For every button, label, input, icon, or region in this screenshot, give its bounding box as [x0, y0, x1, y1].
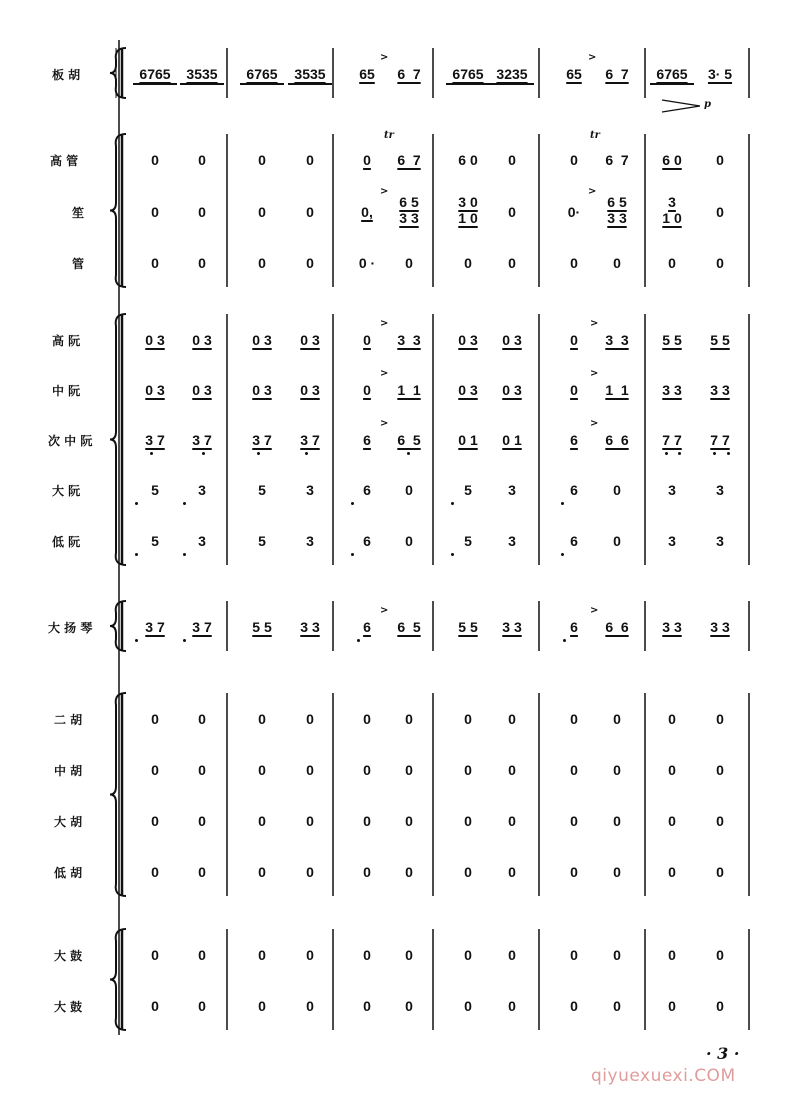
note-cell: 3 7	[145, 619, 165, 635]
note-cell: 6	[570, 482, 578, 498]
note-cell: 0	[151, 204, 159, 220]
note-cell: 0 3	[458, 382, 478, 398]
note-cell: 0 3	[300, 382, 320, 398]
note-cell: 3 3	[300, 619, 320, 635]
note-cell: 0	[306, 152, 314, 168]
note-cell: 1 1	[397, 382, 421, 398]
note-cell: 0	[508, 947, 516, 963]
note-cell: 0	[405, 711, 413, 727]
note-cell: 0	[668, 998, 676, 1014]
note-cell: 6	[363, 482, 371, 498]
note-cell: 0	[405, 762, 413, 778]
note-cell: 0	[716, 947, 724, 963]
note-cell: 5	[258, 482, 266, 498]
note-cell: 0	[258, 255, 266, 271]
instrument-label-zhongruan: 中 阮	[52, 384, 81, 398]
note-cell: 5 5	[252, 619, 272, 635]
note-cell: 6765	[650, 66, 694, 85]
note-cell: 6	[363, 533, 371, 549]
note-cell: 6 7	[397, 152, 421, 168]
note-cell: 5 5	[662, 332, 682, 348]
note-cell: 0	[306, 204, 314, 220]
octave-dot	[727, 452, 730, 455]
note-cell: 0	[363, 813, 371, 829]
octave-dot	[135, 639, 138, 642]
note-cell: 0 3	[502, 382, 522, 398]
decrescendo-hairpin	[662, 106, 700, 112]
note-cell: 0	[151, 947, 159, 963]
note-cell: 0	[570, 762, 578, 778]
note-cell: 0	[405, 998, 413, 1014]
note-cell: 0	[613, 813, 621, 829]
accent-mark: >	[590, 318, 599, 329]
note-cell: 0	[508, 204, 516, 220]
note-cell: 0	[363, 864, 371, 880]
note-cell: 0	[508, 813, 516, 829]
note-cell: 0	[716, 204, 724, 220]
note-cell: 5	[464, 533, 472, 549]
note-cell: 3	[198, 533, 206, 549]
note-cell: 0	[570, 152, 578, 168]
note-cell: 0	[508, 711, 516, 727]
note-cell: 0	[151, 864, 159, 880]
note-cell: 0	[464, 762, 472, 778]
note-cell: 6 5	[397, 619, 421, 635]
note-cell: 3235	[490, 66, 534, 85]
note-cell: 5	[464, 482, 472, 498]
note-cell: 3 3	[710, 619, 730, 635]
octave-dot	[561, 502, 564, 505]
note-cell: 6765	[240, 66, 284, 85]
note-cell: 0	[306, 864, 314, 880]
note-cell: 0 3	[192, 332, 212, 348]
page-number: · 3 ·	[706, 1044, 740, 1063]
octave-dot	[183, 639, 186, 642]
note-cell: 0	[151, 255, 159, 271]
note-cell: 0	[508, 152, 516, 168]
note-cell: 0	[716, 864, 724, 880]
group-bracket	[110, 601, 126, 651]
note-cell: 3 3	[662, 619, 682, 635]
note-cell: 3 7	[192, 432, 212, 448]
note-cell: 0	[668, 711, 676, 727]
note-cell: 0	[716, 255, 724, 271]
note-cell: 7 7	[662, 432, 682, 448]
note-cell: 0	[716, 813, 724, 829]
note-cell: 6 7	[605, 152, 629, 168]
note-cell: 3 3	[605, 332, 629, 348]
note-cell: 5	[151, 533, 159, 549]
instrument-label-erhu: 二 胡	[54, 713, 83, 727]
instrument-label-gaoguan: 高 管	[50, 154, 79, 168]
octave-dot	[451, 502, 454, 505]
note-cell: 0	[151, 998, 159, 1014]
note-cell: 6 0	[662, 152, 682, 168]
note-cell: 3 7	[192, 619, 212, 635]
dynamic-piano-mark: p	[704, 99, 711, 110]
note-cell: 0	[570, 332, 578, 348]
group-bracket	[110, 929, 126, 1030]
note-cell: 0	[668, 762, 676, 778]
octave-dot	[713, 452, 716, 455]
note-cell: 6 5 3 3	[399, 194, 419, 226]
note-cell: 0	[508, 998, 516, 1014]
note-cell: 0	[508, 864, 516, 880]
octave-dot	[678, 452, 681, 455]
note-cell: 0·	[567, 204, 581, 220]
note-cell: 0	[570, 255, 578, 271]
note-cell: 0	[258, 864, 266, 880]
octave-dot	[135, 553, 138, 556]
note-cell: 0	[613, 947, 621, 963]
note-cell: 0	[464, 998, 472, 1014]
note-cell: 0	[570, 813, 578, 829]
note-cell: 0	[258, 204, 266, 220]
note-cell: 0	[613, 864, 621, 880]
note-cell: 0	[151, 711, 159, 727]
note-cell: 6 0	[458, 152, 478, 168]
note-cell: 0	[198, 711, 206, 727]
note-cell: 0	[306, 762, 314, 778]
note-cell: 0	[306, 998, 314, 1014]
note-cell: 0	[668, 813, 676, 829]
note-cell: 3	[508, 533, 516, 549]
note-cell: 6 6	[605, 619, 629, 635]
note-cell: 0	[464, 864, 472, 880]
accent-mark: >	[380, 418, 389, 429]
note-cell: 0	[363, 762, 371, 778]
note-cell: 3 3	[502, 619, 522, 635]
note-cell: 0	[258, 762, 266, 778]
note-cell: 0	[405, 864, 413, 880]
note-cell: 0	[198, 864, 206, 880]
note-cell: 0	[668, 864, 676, 880]
accent-mark: >	[380, 368, 389, 379]
accent-mark: >	[380, 605, 389, 616]
accent-mark: >	[380, 318, 389, 329]
note-cell: 0	[405, 947, 413, 963]
accent-mark: >	[588, 186, 597, 197]
octave-dot	[135, 502, 138, 505]
note-cell: 65	[566, 66, 582, 82]
note-cell: 0	[258, 998, 266, 1014]
accent-mark: >	[380, 52, 389, 63]
note-cell: 0	[716, 762, 724, 778]
note-cell: 3 7	[300, 432, 320, 448]
note-cell: 0	[405, 533, 413, 549]
accent-mark: >	[590, 605, 599, 616]
note-cell: 0 3	[300, 332, 320, 348]
note-cell: 6 5	[397, 432, 421, 448]
instrument-label-banhu: 板 胡	[52, 68, 81, 82]
note-cell: 0	[363, 382, 371, 398]
note-cell: 0	[464, 813, 472, 829]
note-cell: 6 7	[397, 66, 421, 82]
note-cell: 0	[570, 998, 578, 1014]
note-cell: 0	[363, 998, 371, 1014]
note-cell: 0	[198, 813, 206, 829]
note-cell: 0	[716, 711, 724, 727]
note-cell: 0	[306, 947, 314, 963]
note-cell: 3 3	[710, 382, 730, 398]
note-cell: 0	[258, 711, 266, 727]
note-cell: 1 1	[605, 382, 629, 398]
instrument-label-dihu: 低 胡	[54, 866, 83, 880]
instrument-label-zhongguan: 笙	[72, 206, 85, 220]
accent-mark: >	[590, 418, 599, 429]
note-cell: 3	[306, 533, 314, 549]
note-cell: 7 7	[710, 432, 730, 448]
accent-mark: >	[590, 368, 599, 379]
note-cell: 3 7	[145, 432, 165, 448]
note-cell: 0	[613, 533, 621, 549]
note-cell: 3535	[180, 66, 224, 85]
octave-dot	[202, 452, 205, 455]
note-cell: 0	[508, 762, 516, 778]
note-cell: 0	[613, 482, 621, 498]
note-cell: 0	[198, 204, 206, 220]
instrument-label-dagu: 大 鼓	[54, 949, 83, 963]
note-cell: 0	[363, 332, 371, 348]
note-cell: 6 5 3 3	[607, 194, 627, 226]
note-cell: 6	[363, 432, 371, 448]
octave-dot	[257, 452, 260, 455]
note-cell: 0 3	[192, 382, 212, 398]
note-cell: 3	[198, 482, 206, 498]
note-cell: 0 3	[145, 332, 165, 348]
note-cell: 3 7	[252, 432, 272, 448]
group-bracket	[110, 48, 126, 98]
note-cell: 0	[464, 711, 472, 727]
instrument-label-dagu2: 大 鼓	[54, 1000, 83, 1014]
note-cell: 3	[306, 482, 314, 498]
note-cell: 0	[716, 998, 724, 1014]
note-cell: 0 1	[502, 432, 522, 448]
note-cell: 0	[405, 255, 413, 271]
note-cell: 0 3	[458, 332, 478, 348]
octave-dot	[150, 452, 153, 455]
note-cell: 0	[570, 864, 578, 880]
note-cell: 6	[570, 533, 578, 549]
note-cell: 0	[405, 482, 413, 498]
note-cell: 0	[570, 711, 578, 727]
note-cell: 0 ·	[358, 255, 376, 271]
note-cell: 0 3	[502, 332, 522, 348]
octave-dot	[183, 553, 186, 556]
note-cell: 0	[198, 255, 206, 271]
note-cell: 3 3	[662, 382, 682, 398]
note-cell: 0	[306, 813, 314, 829]
octave-dot	[305, 452, 308, 455]
note-cell: 3	[508, 482, 516, 498]
note-cell: 0	[258, 947, 266, 963]
note-cell: 3 0 1 0	[458, 194, 478, 226]
note-cell: 3535	[288, 66, 332, 85]
note-cell: 3	[716, 482, 724, 498]
note-cell: 0	[570, 947, 578, 963]
note-cell: 0	[716, 152, 724, 168]
decrescendo-hairpin	[662, 100, 700, 106]
note-cell: 0	[464, 947, 472, 963]
note-cell: 0	[613, 711, 621, 727]
instrument-label-dahu: 大 胡	[54, 815, 83, 829]
note-cell: 0 1	[458, 432, 478, 448]
note-cell: 0	[363, 152, 371, 168]
octave-dot	[563, 639, 566, 642]
trill-mark: tr	[590, 130, 600, 141]
note-cell: 0	[151, 762, 159, 778]
note-cell: 6765	[446, 66, 490, 85]
instrument-label-cizhongruan: 次 中 阮	[48, 434, 93, 448]
group-bracket	[110, 693, 126, 896]
note-cell: 0	[668, 255, 676, 271]
note-cell: 0	[198, 998, 206, 1014]
note-cell: 3	[668, 533, 676, 549]
note-cell: 0	[258, 152, 266, 168]
note-cell: 0	[363, 947, 371, 963]
note-cell: 0,	[361, 204, 373, 220]
note-cell: 0	[613, 762, 621, 778]
note-cell: 0	[508, 255, 516, 271]
note-cell: 3 3	[397, 332, 421, 348]
watermark: qiyuexuexi.COM	[591, 1066, 736, 1086]
note-cell: 5 5	[458, 619, 478, 635]
note-cell: 6 6	[605, 432, 629, 448]
note-cell: 5 5	[710, 332, 730, 348]
note-cell: 0	[668, 947, 676, 963]
note-cell: 65	[359, 66, 375, 82]
group-bracket	[110, 134, 126, 287]
octave-dot	[665, 452, 668, 455]
note-cell: 3	[716, 533, 724, 549]
instrument-label-daruan: 大 阮	[52, 484, 81, 498]
note-cell: 0	[258, 813, 266, 829]
octave-dot	[357, 639, 360, 642]
octave-dot	[351, 553, 354, 556]
note-cell: 6	[570, 619, 578, 635]
note-cell: 0 3	[145, 382, 165, 398]
note-cell: 6765	[133, 66, 177, 85]
note-cell: 0	[306, 711, 314, 727]
note-cell: 6	[570, 432, 578, 448]
octave-dot	[351, 502, 354, 505]
octave-dot	[407, 452, 410, 455]
instrument-label-gaoruan: 高 阮	[52, 334, 81, 348]
octave-dot	[183, 502, 186, 505]
instrument-label-zhonghu: 中 胡	[54, 764, 83, 778]
note-cell: 0	[570, 382, 578, 398]
note-cell: 5	[258, 533, 266, 549]
note-cell: 3	[668, 482, 676, 498]
note-cell: 0	[198, 152, 206, 168]
note-cell: 6 7	[605, 66, 629, 82]
note-cell: 0	[363, 711, 371, 727]
note-cell: 0	[613, 255, 621, 271]
note-cell: 3 1 0	[662, 194, 682, 226]
note-cell: 0	[198, 947, 206, 963]
accent-mark: >	[380, 186, 389, 197]
note-cell: 0	[306, 255, 314, 271]
group-bracket	[110, 314, 126, 565]
octave-dot	[451, 553, 454, 556]
accent-mark: >	[588, 52, 597, 63]
instrument-label-diguan: 管	[72, 257, 85, 271]
octave-dot	[561, 553, 564, 556]
trill-mark: tr	[384, 130, 394, 141]
note-cell: 0	[151, 152, 159, 168]
note-cell: 0	[151, 813, 159, 829]
note-cell: 0 3	[252, 382, 272, 398]
instrument-label-diruan: 低 阮	[52, 535, 81, 549]
instrument-label-yangqin: 大 扬 琴	[48, 621, 93, 635]
note-cell: 0	[464, 255, 472, 271]
note-cell: 6	[363, 619, 371, 635]
note-cell: 5	[151, 482, 159, 498]
note-cell: 0	[405, 813, 413, 829]
note-cell: 0	[613, 998, 621, 1014]
note-cell: 0	[198, 762, 206, 778]
note-cell: 0 3	[252, 332, 272, 348]
note-cell: 3· 5	[707, 66, 733, 82]
